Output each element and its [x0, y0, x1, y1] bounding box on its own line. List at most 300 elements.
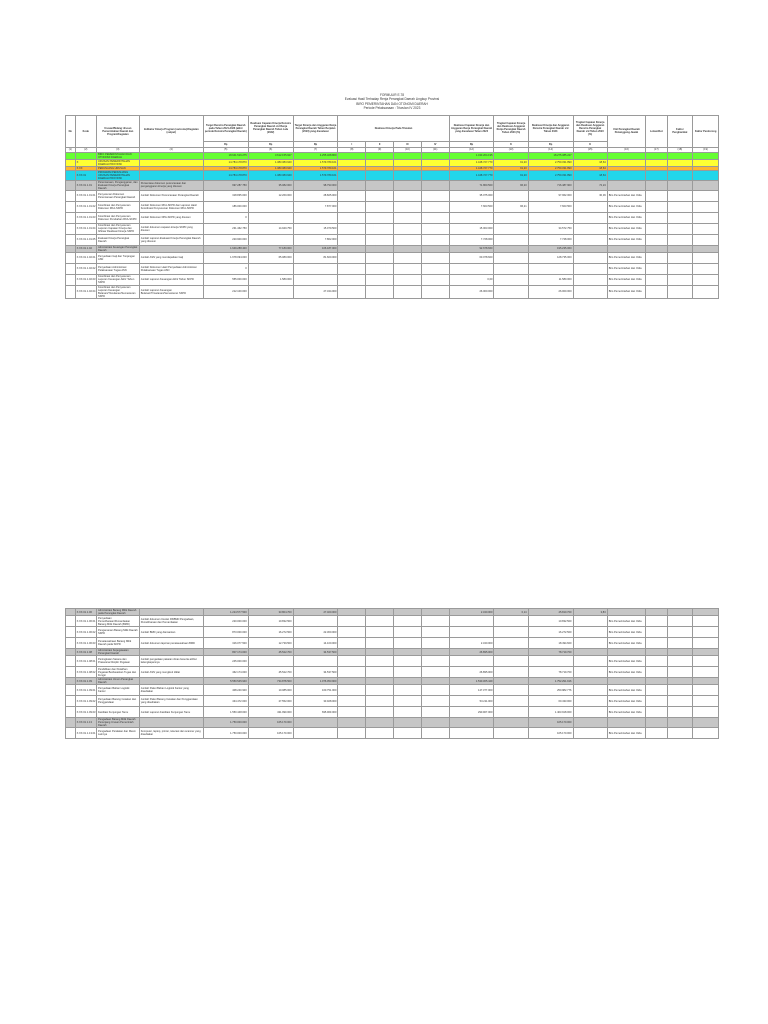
cell-empty	[66, 609, 76, 616]
cell-r4	[421, 667, 449, 678]
cell-c1: 1.678.094.000	[203, 252, 248, 263]
cell-r1	[338, 234, 366, 245]
cell-ind: Jumlah BMD yang diamankan	[139, 627, 203, 638]
cell-empty	[693, 190, 719, 201]
header-cell: Kode	[75, 115, 96, 147]
cell-empty	[646, 152, 667, 159]
column-number-cell: (15)	[573, 147, 607, 152]
cell-c11	[667, 170, 693, 180]
cell-ind: Jumlah pengadaan pakaian dinas beserta atribut kelengkapannya	[139, 656, 203, 667]
cell-nama: Administrasi Umum Perangkat Daerah	[96, 678, 139, 685]
cell-c7	[494, 718, 528, 728]
cell-c10: Biro Pemerintahan dan Otda	[607, 656, 645, 667]
cell-c10	[607, 609, 645, 616]
cell-empty	[66, 678, 76, 685]
cell-r3	[394, 252, 422, 263]
cell-c6: 92.678.660	[449, 245, 494, 252]
cell-c6: 290.907.000	[449, 707, 494, 718]
table-row	[66, 616, 719, 627]
cell-c10: Biro Pemerintahan dan Otda	[607, 274, 645, 285]
cell-r3	[394, 263, 422, 274]
cell-c1: 14.784.178.870	[203, 170, 248, 180]
header-cell: Realisasi Kinerja Pada Triwulan	[338, 115, 449, 141]
cell-c9	[573, 707, 607, 718]
cell-r3	[394, 718, 422, 728]
table-row	[66, 223, 719, 234]
cell-c8	[528, 656, 573, 667]
cell-c8: 78.719.700	[528, 649, 573, 656]
table-row	[66, 159, 719, 166]
cell-r4	[421, 707, 449, 718]
cell-empty	[66, 180, 76, 190]
cell-c11	[667, 274, 693, 285]
cell-kode: X.XX.01.1.06.01	[75, 616, 96, 627]
cell-r1	[338, 707, 366, 718]
cell-c6: 26.895.000	[449, 649, 494, 656]
cell-c3	[293, 616, 338, 627]
cell-r4	[421, 285, 449, 298]
cell-c11	[667, 263, 693, 274]
cell-c3	[293, 728, 338, 739]
column-number-cell: (12)	[449, 147, 494, 152]
quarter-cell: IV	[421, 141, 449, 147]
cell-c11	[667, 190, 693, 201]
cell-r2	[366, 707, 394, 718]
cell-c1: 186.000.000	[203, 201, 248, 212]
cell-r4	[421, 180, 449, 190]
cell-r1	[338, 180, 366, 190]
table-body	[66, 609, 719, 739]
cell-ind: Persentase dokumen perencanaan dan penganggaran kinerja yang disusun	[139, 180, 203, 190]
cell-c6: 2.340.000	[449, 609, 494, 616]
cell-c2: 12.260.000	[248, 190, 293, 201]
cell-c2: 1.580.000	[248, 274, 293, 285]
table-row	[66, 685, 719, 696]
cell-nama: Fasilitasi Kunjungan Tamu	[96, 707, 139, 718]
cell-c10	[607, 678, 645, 685]
cell-empty	[66, 656, 76, 667]
cell-r3	[394, 234, 422, 245]
cell-c6: 7.728.000	[449, 234, 494, 245]
cell-nama: Administrasi Barang Milik Daerah pada Perangkat Daerah	[96, 609, 139, 616]
cell-kode: X.XX.01.1.08	[75, 649, 96, 656]
cell-r3	[394, 212, 422, 223]
kr-cell: K	[494, 141, 528, 147]
cell-c6: 1.448.727.770	[449, 166, 494, 170]
cell-nama: BIRO PEMERINTAHAN DAN OTONOMI DAERAH	[96, 152, 139, 159]
cell-kode: X.XX.01.1.01.03	[75, 212, 96, 223]
kr-cell: Rp	[528, 141, 573, 147]
cell-c7	[494, 685, 528, 696]
cell-c10: Biro Pemerintahan dan Otda	[607, 190, 645, 201]
cell-c8: 7.603.500	[528, 201, 573, 212]
column-number-cell: (7)	[293, 147, 338, 152]
cell-c9: 3,83	[573, 609, 607, 616]
cell-nama: Penyusunan Dokumen Perencanaan Perangkat Daerah	[96, 190, 139, 201]
cell-r2	[366, 678, 394, 685]
cell-c2: 431.990.000	[248, 707, 293, 718]
cell-kode: X.XX.01.1.09.03	[75, 707, 96, 718]
cell-c10: Biro Pemerintahan dan Otda	[607, 638, 645, 649]
cell-c9	[573, 627, 607, 638]
cell-kode: X.XX.01.1.02.02	[75, 263, 96, 274]
cell-empty	[693, 285, 719, 298]
cell-nama: PROGRAM PENUNJANG URUSAN PEMERINTAHAN DAERAH PROVINSI	[96, 170, 139, 180]
kr-cell: Rp	[293, 141, 338, 147]
cell-empty	[646, 656, 667, 667]
table-body	[66, 152, 719, 298]
cell-kode: X.XX.01.1.01.04	[75, 223, 96, 234]
cell-r3	[394, 159, 422, 166]
cell-ind: Jumlah ASN yang mengikuti diklat	[139, 667, 203, 678]
cell-c9	[573, 649, 607, 656]
cell-c11	[667, 667, 693, 678]
cell-nama: Peningkatan Sarana dan Prasarana Disiplin Pegawai	[96, 656, 139, 667]
cell-c11	[667, 245, 693, 252]
cell-c7: 91,20	[494, 170, 528, 180]
cell-empty	[693, 685, 719, 696]
cell-c11	[667, 696, 693, 707]
cell-empty	[646, 285, 667, 298]
cell-nama: Penatausahaan Barang Milik Daerah pada SKPD	[96, 638, 139, 649]
cell-empty	[693, 252, 719, 263]
table-row	[66, 638, 719, 649]
cell-ind: Jumlah Paket Barang Cetakan dan Penggandaan yang disediakan	[139, 696, 203, 707]
cell-nama: Pendidikan dan Pelatihan Pegawai Berdasarkan Tugas dan Fungsi	[96, 667, 139, 678]
cell-r3	[394, 696, 422, 707]
kr-cell: Rp	[248, 141, 293, 147]
cell-r1	[338, 245, 366, 252]
cell-r2	[366, 718, 394, 728]
cell-r3	[394, 201, 422, 212]
cell-r1	[338, 718, 366, 728]
cell-c2: 12.739.500	[248, 638, 293, 649]
cell-empty	[66, 159, 76, 166]
cell-c6	[449, 627, 494, 638]
table-row	[66, 696, 719, 707]
table-row	[66, 180, 719, 190]
cell-c2	[248, 263, 293, 274]
cell-r4	[421, 159, 449, 166]
cell-r1	[338, 190, 366, 201]
cell-r4	[421, 252, 449, 263]
cell-c11	[667, 627, 693, 638]
cell-c7	[494, 707, 528, 718]
cell-r3	[394, 285, 422, 298]
cell-c6: 7.603.500	[449, 201, 494, 212]
cell-c10: Biro Pemerintahan dan Otda	[607, 223, 645, 234]
cell-c11	[667, 616, 693, 627]
cell-ind: Komputer, laptop, printer, telecast dan scanner yang disediakan	[139, 728, 203, 739]
cell-ind	[139, 170, 203, 180]
cell-c8: 18.275.385.227	[528, 152, 573, 159]
cell-c11	[667, 180, 693, 190]
quarter-cell: I	[338, 141, 366, 147]
cell-c1: 231.462.750	[203, 223, 248, 234]
cell-c8: 716.487.900	[528, 180, 573, 190]
cell-empty	[646, 190, 667, 201]
cell-kode: X.XX.01.1.06.03	[75, 638, 96, 649]
cell-c3: 27.400.000	[293, 609, 338, 616]
cell-r2	[366, 609, 394, 616]
table-row	[66, 152, 719, 159]
cell-kode: X.XX	[75, 166, 96, 170]
cell-kode: X.XX.01.1.13	[75, 718, 96, 728]
cell-empty	[693, 678, 719, 685]
cell-c10: Biro Pemerintahan dan Otda	[607, 685, 645, 696]
cell-r3	[394, 728, 422, 739]
table-row	[66, 252, 719, 263]
table-row	[66, 285, 719, 298]
cell-c7	[494, 728, 528, 739]
cell-c10	[607, 152, 645, 159]
cell-c6	[449, 728, 494, 739]
cell-c2	[248, 201, 293, 212]
cell-empty	[66, 707, 76, 718]
title-line: Periode Pelaksanaan : Triwulan IV 2023	[363, 106, 421, 111]
cell-ind: Jumlah Laporan Keuangan Akhir Tahun SKPD	[139, 274, 203, 285]
evaluation-table-top	[65, 115, 719, 299]
cell-c9	[573, 201, 607, 212]
cell-nama: Penyediaan Pemeliharaan/Pemanfaatan Barang Milik Daerah (BMD)	[96, 616, 139, 627]
cell-c7	[494, 638, 528, 649]
table-row	[66, 212, 719, 223]
cell-c6	[449, 616, 494, 627]
cell-empty	[66, 718, 76, 728]
cell-c3: 1.579.789.161	[293, 166, 338, 170]
cell-r3	[394, 245, 422, 252]
cell-c2: 1.383.383.940	[248, 159, 293, 166]
column-number-cell: (2)	[75, 147, 96, 152]
cell-c2	[248, 212, 293, 223]
cell-kode: X.XX.01.1.01.01	[75, 190, 96, 201]
cell-c11	[667, 649, 693, 656]
cell-empty	[693, 656, 719, 667]
cell-c7: 0,14	[494, 609, 528, 616]
cell-c2: 105.170.000	[248, 728, 293, 739]
cell-ind	[139, 609, 203, 616]
cell-nama: Penyediaan Administrasi Pelaksanaan Tugas ASN	[96, 263, 139, 274]
cell-r1	[338, 170, 366, 180]
cell-r2	[366, 656, 394, 667]
cell-empty	[646, 627, 667, 638]
column-number-cell: (5)	[203, 147, 248, 152]
cell-c8: 18.494.600	[528, 638, 573, 649]
cell-empty	[693, 609, 719, 616]
cell-c7	[494, 234, 528, 245]
cell-c7	[494, 649, 528, 656]
cell-c8: 60.433.000	[528, 696, 573, 707]
quarter-cell: II	[366, 141, 394, 147]
cell-empty	[646, 180, 667, 190]
cell-c11	[667, 201, 693, 212]
cell-c7	[494, 667, 528, 678]
cell-r3	[394, 649, 422, 656]
table-row	[66, 234, 719, 245]
cell-empty	[66, 649, 76, 656]
cell-r2	[366, 274, 394, 285]
cell-c3: 7.862.000	[293, 234, 338, 245]
cell-c7	[494, 616, 528, 627]
cell-r3	[394, 170, 422, 180]
header-cell: Realisasi Capaian Kinerja Renstra Perangkat Daerah s/d Renja Perangkat Daerah Tahun Lalu (2022)	[248, 115, 293, 141]
cell-ind	[139, 245, 203, 252]
cell-c8: 250.982.776	[528, 685, 573, 696]
cell-empty	[646, 170, 667, 180]
cell-r1	[338, 616, 366, 627]
cell-c7	[494, 263, 528, 274]
cell-c1: 1.550.448.000	[203, 707, 248, 718]
table-row	[66, 707, 719, 718]
kr-cell: Rp	[203, 141, 248, 147]
column-number-cell: (14)	[528, 147, 573, 152]
document-bottom	[65, 608, 719, 739]
cell-r1	[338, 627, 366, 638]
cell-ind: Jumlah Dokumen RKA-SKPD dan Laporan Hasil Koordinasi Penyusunan Dokumen RKA-SKPD	[139, 201, 203, 212]
cell-empty	[693, 180, 719, 190]
cell-c2: 33.804.700	[248, 609, 293, 616]
cell-nama: Administrasi Kepegawaian Perangkat Daerah	[96, 649, 139, 656]
cell-c2: 14.940.750	[248, 223, 293, 234]
cell-nama: Perencanaan, Penganggaran, dan Evaluasi Kinerja Perangkat Daerah	[97, 180, 138, 190]
cell-r2	[366, 245, 394, 252]
cell-c9	[573, 212, 607, 223]
column-number-cell: (17)	[646, 147, 667, 152]
cell-c10: Biro Pemerintahan dan Otda	[607, 252, 645, 263]
table-row	[66, 245, 719, 252]
cell-c10	[607, 170, 645, 180]
column-number-cell: (9)	[366, 147, 394, 152]
header-cell: Target Renstra Perangkat Daerah pada Tahun 2021-2026 (akhir periode Renstra Perangkat Daerah)	[203, 115, 248, 141]
cell-r4	[421, 234, 449, 245]
cell-empty	[646, 638, 667, 649]
cell-c11	[667, 252, 693, 263]
cell-c2: 45.522.700	[248, 667, 293, 678]
cell-c3: 4.255.468.860	[293, 152, 338, 159]
cell-r4	[421, 245, 449, 252]
cell-c2: 1.383.383.940	[248, 166, 293, 170]
table-row	[66, 609, 719, 616]
cell-empty	[693, 616, 719, 627]
cell-c8: 97.962.000	[528, 190, 573, 201]
column-number-cell: (11)	[421, 147, 449, 152]
cell-c11	[667, 707, 693, 718]
cell-empty	[646, 245, 667, 252]
column-number-cell: (16)	[607, 147, 645, 152]
cell-empty	[66, 285, 76, 298]
cell-r2	[366, 201, 394, 212]
cell-empty	[693, 201, 719, 212]
cell-c6: 15.003.000	[449, 223, 494, 234]
cell-empty	[646, 252, 667, 263]
cell-c9	[573, 728, 607, 739]
cell-empty	[66, 696, 76, 707]
cell-kode: X.XX.01.1.13.01	[75, 728, 96, 739]
cell-empty	[646, 159, 667, 166]
cell-empty	[66, 685, 76, 696]
cell-r4	[421, 152, 449, 159]
cell-c6: 0,00	[449, 274, 494, 285]
table-header	[66, 115, 719, 152]
column-number-cell: (6)	[248, 147, 293, 152]
cell-c1: 1.649.288.400	[203, 245, 248, 252]
cell-c3	[293, 718, 338, 728]
cell-c8: 1.403.918.000	[528, 707, 573, 718]
cell-empty	[66, 170, 76, 180]
cell-r2	[366, 234, 394, 245]
cell-c11	[667, 638, 693, 649]
header-cell: Realisasi Capaian Kinerja dan Anggaran Renja Perangkat Daerah yang dievaluasi Tahun 2023	[449, 115, 494, 141]
cell-ind: Jumlah dokumen laporan penatausahaan BMD	[139, 638, 203, 649]
cell-c7	[494, 274, 528, 285]
title-line: FORMULIR E.78	[379, 93, 405, 97]
cell-c6: 26.000.000	[449, 285, 494, 298]
cell-c2: 45.522.700	[248, 649, 293, 656]
cell-kode: X.XX.01.1.01.05	[75, 234, 96, 245]
table-row	[66, 649, 719, 656]
cell-c1: 408.240.900	[203, 685, 248, 696]
cell-empty	[693, 152, 719, 159]
cell-empty	[66, 152, 76, 159]
cell-c3: 160.751.000	[293, 685, 338, 696]
cell-ind	[139, 718, 203, 728]
table-row	[66, 201, 719, 212]
cell-c8: 2.750.331.890	[528, 159, 573, 166]
cell-r4	[421, 263, 449, 274]
cell-c9: 18,64	[573, 166, 607, 170]
cell-kode	[75, 152, 96, 159]
cell-c10	[607, 180, 645, 190]
cell-c3: 1.579.789.161	[293, 159, 338, 166]
cell-c10: Biro Pemerintahan dan Otda	[607, 212, 645, 223]
cell-empty	[693, 159, 719, 166]
cell-empty	[646, 274, 667, 285]
cell-c6	[449, 718, 494, 728]
cell-empty	[646, 263, 667, 274]
cell-c8	[528, 212, 573, 223]
cell-c11	[667, 718, 693, 728]
cell-c6	[449, 212, 494, 223]
cell-r1	[338, 667, 366, 678]
cell-r2	[366, 223, 394, 234]
cell-c3: 695.960.000	[293, 707, 338, 718]
cell-ind: Jumlah Dokumen DPA-SKPD yang disusun	[139, 212, 203, 223]
cell-c9	[573, 718, 607, 728]
document-top	[65, 93, 719, 299]
column-number-cell: (8)	[338, 147, 366, 152]
cell-kode: X.XX.01.1.02.04	[75, 285, 96, 298]
cell-r4	[421, 649, 449, 656]
cell-r4	[421, 274, 449, 285]
cell-c10	[607, 718, 645, 728]
cell-r1	[338, 223, 366, 234]
cell-empty	[646, 223, 667, 234]
cell-empty	[693, 627, 719, 638]
cell-c3: 15.079.500	[293, 223, 338, 234]
cell-empty	[693, 234, 719, 245]
cell-c11	[667, 678, 693, 685]
cell-c1: 5.550.545.940	[203, 678, 248, 685]
quarter-cell: III	[394, 141, 422, 147]
cell-c1: 807.174.000	[203, 649, 248, 656]
cell-r2	[366, 159, 394, 166]
cell-r2	[366, 170, 394, 180]
cell-kode: X.XX.01.1.02.01	[75, 252, 96, 263]
cell-ind: Jumlah Laporan Evaluasi Kinerja Perangkat Daerah yang disusun	[139, 234, 203, 245]
cell-c10	[607, 245, 645, 252]
cell-r2	[366, 212, 394, 223]
cell-r2	[366, 190, 394, 201]
